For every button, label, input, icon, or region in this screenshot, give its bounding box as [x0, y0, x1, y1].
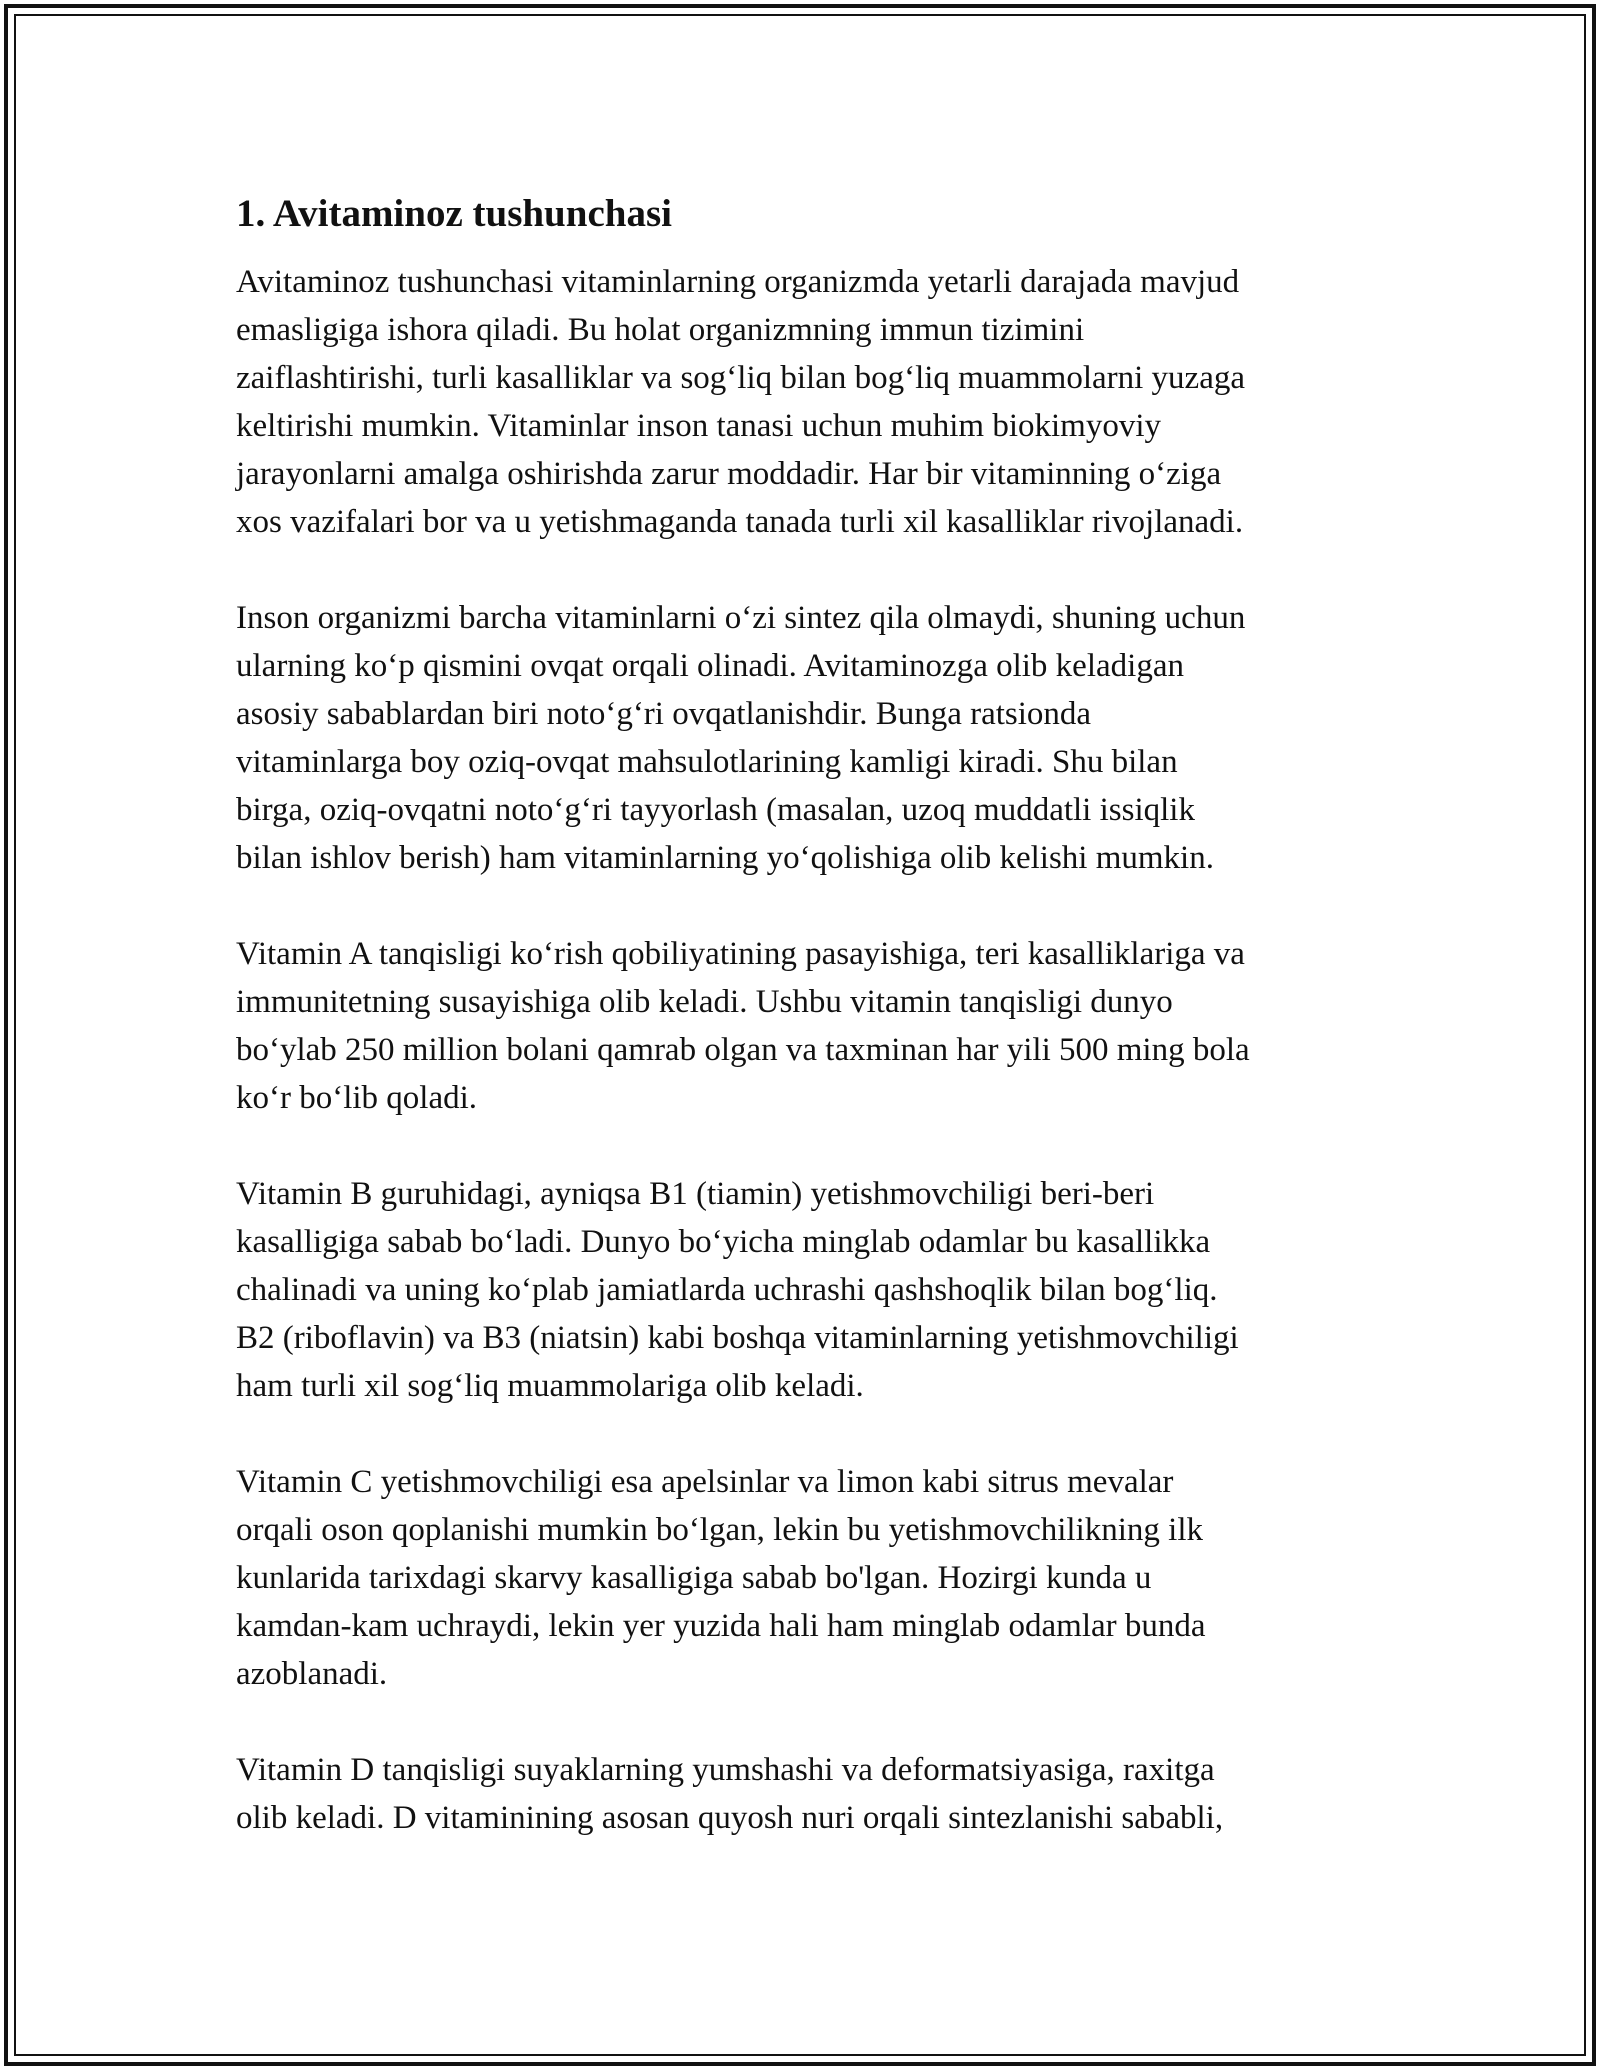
text-line: xos vazifalari bor va u yetishmaganda tanada turli xil kasalliklar rivojlanadi.	[236, 504, 1244, 540]
text-line: Vitamin C yetishmovchiligi esa apelsinlar va limon kabi sitrus mevalar	[236, 1464, 1174, 1500]
text-line: ham turli xil sog‘liq muammolariga olib keladi.	[236, 1368, 864, 1404]
text-line: Inson organizmi barcha vitaminlarni o‘zi sintez qila olmaydi, shuning uchun	[236, 600, 1246, 636]
text-line: immunitetning susayishiga olib keladi. Ushbu vitamin tanqisligi dunyo	[236, 984, 1173, 1020]
text-line: kasalligiga sabab bo‘ladi. Dunyo bo‘yicha minglab odamlar bu kasallikka	[236, 1224, 1211, 1260]
text-line: ko‘r bo‘lib qoladi.	[236, 1080, 478, 1116]
text-line: Vitamin D tanqisligi suyaklarning yumshashi va deformatsiyasiga, raxitga	[236, 1752, 1215, 1788]
document-body	[236, 186, 1386, 1890]
text-line: vitaminlarga boy oziq-ovqat mahsulotlarining kamligi kiradi. Shu bilan	[236, 744, 1178, 780]
section-heading: 1. Avitaminoz tushunchasi	[236, 192, 672, 235]
paragraph-6	[236, 1746, 1386, 1842]
text-line: chalinadi va uning ko‘plab jamiatlarda uchrashi qashshoqlik bilan bog‘liq.	[236, 1272, 1218, 1308]
text-line: kunlarida tarixdagi skarvy kasalligiga sabab bo'lgan. Hozirgi kunda u	[236, 1560, 1152, 1596]
text-line: azoblanadi.	[236, 1656, 388, 1692]
text-line: orqali oson qoplanishi mumkin bo‘lgan, lekin bu yetishmovchilikning ilk	[236, 1512, 1204, 1548]
text-line: keltirishi mumkin. Vitaminlar inson tanasi uchun muhim biokimyoviy	[236, 408, 1162, 444]
text-line: asosiy sabablardan biri noto‘g‘ri ovqatlanishdir. Bunga ratsionda	[236, 696, 1092, 732]
text-line: bilan ishlov berish) ham vitaminlarning yo‘qolishiga olib kelishi mumkin.	[236, 840, 1214, 876]
text-line: emasligiga ishora qiladi. Bu holat organizmning immun tizimini	[236, 312, 1085, 348]
text-line: kamdan-kam uchraydi, lekin yer yuzida hali ham minglab odamlar bunda	[236, 1608, 1206, 1644]
text-line: B2 (riboflavin) va B3 (niatsin) kabi boshqa vitaminlarning yetishmovchiligi	[236, 1320, 1239, 1356]
text-line: ularning ko‘p qismini ovqat orqali olinadi. Avitaminozga olib keladigan	[236, 648, 1184, 684]
paragraph-3	[236, 930, 1386, 1122]
text-line: bo‘ylab 250 million bolani qamrab olgan va taxminan har yili 500 ming bola	[236, 1032, 1250, 1068]
text-line: olib keladi. D vitaminining asosan quyosh nuri orqali sintezlanishi sababli,	[236, 1800, 1224, 1836]
paragraph-4	[236, 1170, 1386, 1410]
text-line: birga, oziq-ovqatni noto‘g‘ri tayyorlash (masalan, uzoq muddatli issiqlik	[236, 792, 1195, 828]
text-line: Avitaminoz tushunchasi vitaminlarning organizmda yetarli darajada mavjud	[236, 264, 1240, 300]
text-line: jarayonlarni amalga oshirishda zarur moddadir. Har bir vitaminning o‘ziga	[236, 456, 1222, 492]
paragraph-1	[236, 258, 1386, 546]
paragraph-2	[236, 594, 1386, 882]
text-line: zaiflashtirishi, turli kasalliklar va sog‘liq bilan bog‘liq muammolarni yuzaga	[236, 360, 1245, 396]
text-line: Vitamin A tanqisligi ko‘rish qobiliyatining pasayishiga, teri kasalliklariga va	[236, 936, 1245, 972]
text-line: Vitamin B guruhidagi, ayniqsa B1 (tiamin) yetishmovchiligi beri-beri	[236, 1176, 1155, 1212]
paragraph-5	[236, 1458, 1386, 1698]
